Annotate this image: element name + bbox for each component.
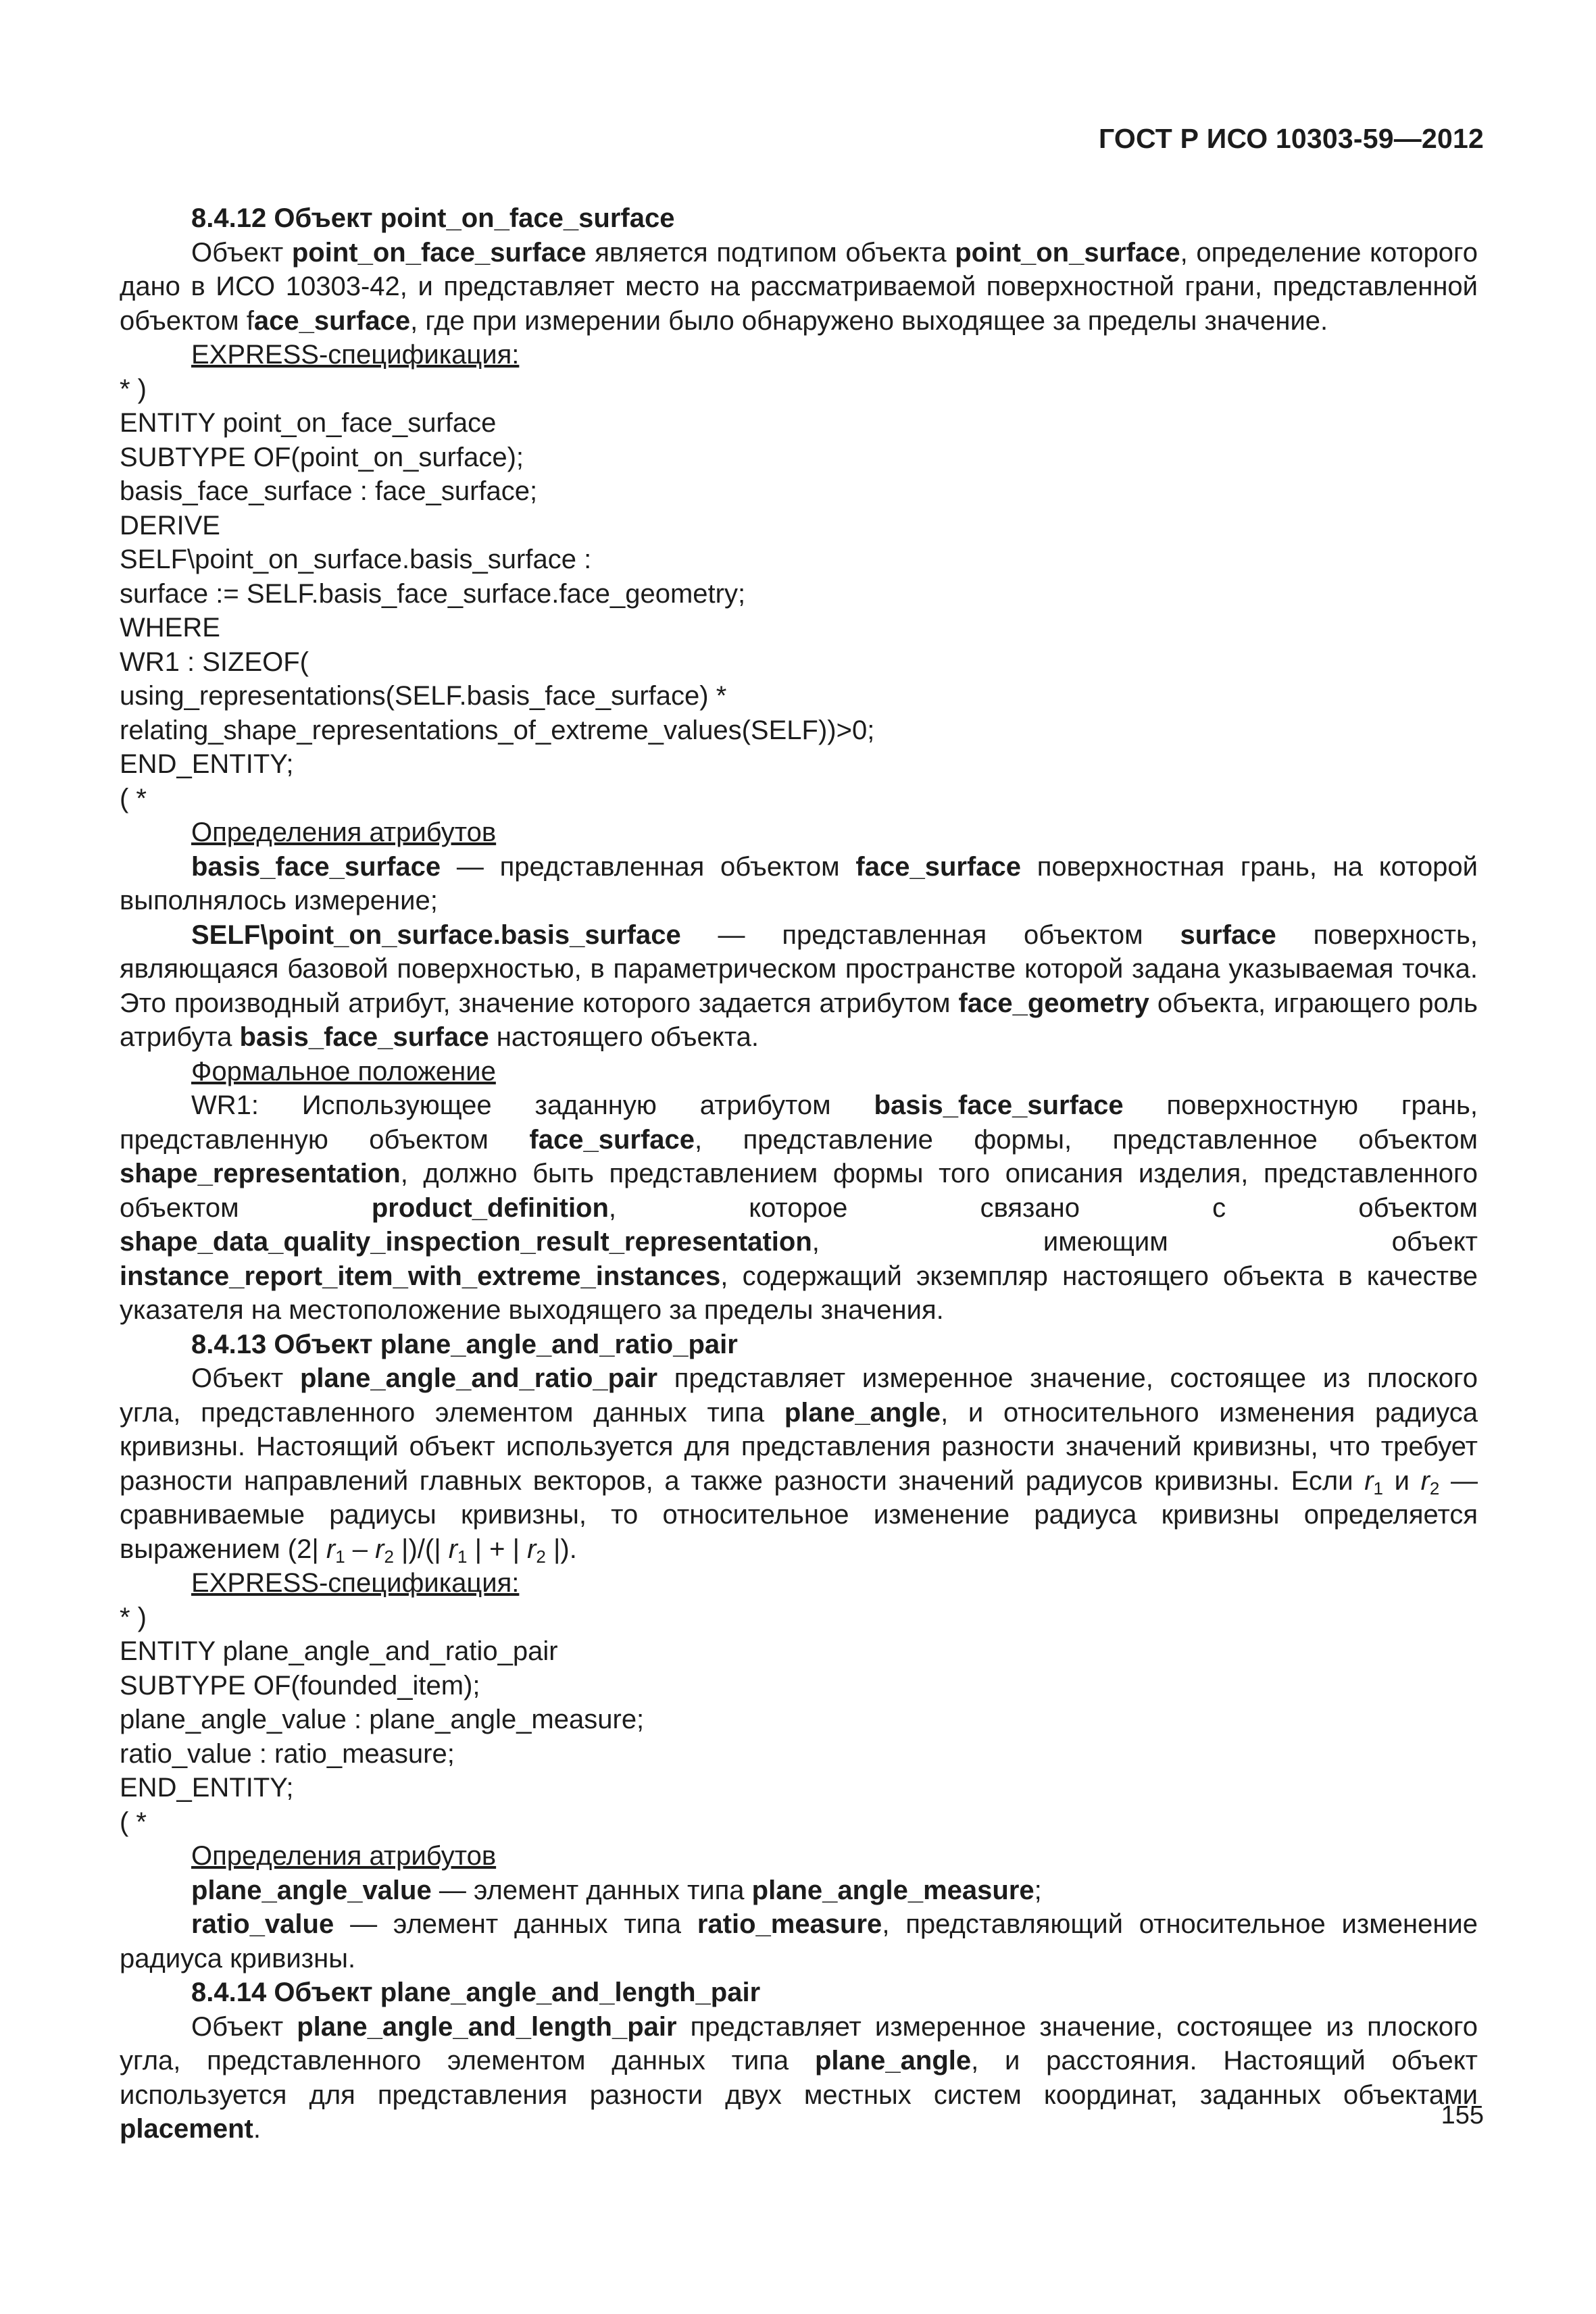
- code-line: * ): [120, 374, 147, 404]
- entity-name: ace_surface: [253, 305, 411, 336]
- code-line: WHERE: [120, 613, 220, 643]
- code-line: ENTITY plane_angle_and_ratio_pair: [120, 1636, 558, 1666]
- text-span: поверхность, являющаяся базовой поверхностью, в параметрическом пространстве которой задана указываемая точка. Это производный атрибут, значение которого задается атрибутом: [120, 920, 1478, 1018]
- text-span: , определение которого дано в ИСО 10303-42, и представляет место на рассматриваемой поверхностной грани, представленной объектом f: [120, 237, 1478, 336]
- express-code-block: [120, 372, 1478, 816]
- code-line: plane_angle_value : plane_angle_measure;: [120, 1705, 645, 1734]
- text-span: .: [253, 2114, 261, 2144]
- code-line: * ): [120, 1602, 147, 1632]
- code-line: DERIVE: [120, 510, 220, 540]
- code-line: ( *: [120, 783, 147, 813]
- attribute-name: plane_angle_value: [191, 1875, 432, 1905]
- text-span: |).: [545, 1534, 577, 1564]
- subscript: 1: [457, 1546, 468, 1567]
- text-span: , и расстояния. Настоящий объект используется для представления разности двух местных систем координат, заданных объектами: [120, 2046, 1478, 2110]
- attribute-name: basis_face_surface: [191, 851, 441, 882]
- text-span: , представляющий относительное изменение радиуса кривизны.: [120, 1909, 1478, 1973]
- text-span: , представление формы, представленное объектом: [695, 1124, 1478, 1155]
- subscript: 2: [384, 1546, 394, 1567]
- code-line: basis_face_surface : face_surface;: [120, 476, 538, 506]
- formal-proposition-label: [120, 1055, 1478, 1089]
- page-content: [120, 201, 1478, 2146]
- text-span: Объект: [191, 2011, 297, 2042]
- attribute-definitions-label: [120, 815, 1478, 850]
- section-title-8-4-14: 8.4.14 Объект plane_angle_and_length_pair: [191, 1978, 761, 2007]
- rule-wr1: [120, 1088, 1478, 1328]
- paragraph-plane-angle-and-ratio-pair-intro: [120, 1361, 1478, 1566]
- variable-r: r: [448, 1534, 458, 1564]
- text-span: , где при измерении было обнаружено выходящее за пределы значение.: [410, 305, 1328, 336]
- attribute-basis-face-surface: [120, 850, 1478, 918]
- text-span: представляет измеренное значение, состоящее из плоского угла, представленного элементом данных типа: [120, 1363, 1478, 1428]
- section-title-8-4-12: 8.4.12 Объект point_on_face_surface: [191, 203, 675, 233]
- text-span: , содержащий экземпляр настоящего объекта в качестве указателя на местоположение выходящего за пределы значения.: [120, 1261, 1478, 1325]
- code-line: END_ENTITY;: [120, 749, 294, 779]
- text-span: поверхностную грань, представленную объектом: [120, 1090, 1478, 1155]
- text-span: — элемент данных типа: [431, 1875, 752, 1905]
- text-span: Объект: [191, 1363, 300, 1393]
- type-name: ratio_measure: [697, 1909, 882, 1939]
- variable-r: r: [1364, 1465, 1374, 1496]
- attribute-ratio-value: [120, 1907, 1478, 1976]
- code-line: ( *: [120, 1807, 147, 1837]
- variable-r: r: [1420, 1465, 1430, 1496]
- text-span: ;: [1034, 1875, 1042, 1905]
- section-title-8-4-13: 8.4.13 Объект plane_angle_and_ratio_pair: [191, 1329, 738, 1359]
- attribute-definitions-label: [120, 1839, 1478, 1873]
- entity-name: surface: [1180, 920, 1276, 950]
- entity-name: point_on_surface: [955, 237, 1180, 268]
- variable-r: r: [527, 1534, 537, 1564]
- code-line: END_ENTITY;: [120, 1773, 294, 1803]
- entity-name: plane_angle: [784, 1397, 941, 1428]
- text-span: , и относительного изменения радиуса кривизны. Настоящий объект используется для представления разности значений кривизны, что требует разности направлений главных векторов, а также разности значений радиусов кривизны. Если: [120, 1397, 1478, 1496]
- page-number: 155: [1441, 2101, 1484, 2130]
- text-span: и: [1383, 1465, 1421, 1496]
- text-span: , имеющим объект: [812, 1227, 1478, 1257]
- attribute-name: SELF\point_on_surface.basis_surface: [191, 920, 681, 950]
- attribute-name: basis_face_surface: [874, 1090, 1124, 1120]
- text-span: |)/(|: [393, 1534, 449, 1564]
- subscript: 1: [1373, 1478, 1383, 1499]
- label-text: EXPRESS-спецификация:: [191, 1568, 520, 1598]
- code-line: WR1 : SIZEOF(: [120, 647, 309, 677]
- text-span: | + |: [467, 1534, 528, 1564]
- entity-name: plane_angle_and_length_pair: [297, 2011, 677, 2042]
- code-line: surface := SELF.basis_face_surface.face_geometry;: [120, 578, 746, 609]
- type-name: plane_angle: [814, 2046, 972, 2076]
- express-spec-label: [120, 1566, 1478, 1601]
- attribute-plane-angle-value: [120, 1873, 1478, 1908]
- code-line: relating_shape_representations_of_extreme_values(SELF))>0;: [120, 715, 875, 745]
- label-text: Определения атрибутов: [191, 818, 497, 847]
- entity-name: instance_report_item_with_extreme_instances: [120, 1261, 721, 1291]
- express-spec-label: [120, 338, 1478, 372]
- paragraph-plane-angle-and-length-pair-intro: [120, 2010, 1478, 2146]
- text-span: Объект: [191, 237, 292, 268]
- entity-name: shape_data_quality_inspection_result_representation: [120, 1227, 812, 1257]
- paragraph-point-on-face-surface-intro: [120, 236, 1478, 338]
- entity-name: point_on_face_surface: [291, 237, 587, 268]
- express-code-block: [120, 1601, 1478, 1840]
- text-span: настоящего объекта.: [489, 1022, 759, 1052]
- entity-name: face_surface: [529, 1124, 695, 1155]
- text-span: является подтипом объекта: [586, 237, 955, 268]
- variable-r: r: [375, 1534, 384, 1564]
- text-span: — элемент данных типа: [334, 1909, 697, 1939]
- attribute-name: face_geometry: [958, 988, 1149, 1018]
- text-span: — представленная объектом: [680, 920, 1180, 950]
- code-line: SUBTYPE OF(founded_item);: [120, 1670, 480, 1701]
- entity-name: product_definition: [371, 1192, 609, 1223]
- text-span: , которое связано с объектом: [608, 1192, 1478, 1223]
- entity-name: plane_angle_and_ratio_pair: [299, 1363, 658, 1393]
- entity-name: face_surface: [855, 851, 1021, 882]
- text-span: WR1: Использующее заданную атрибутом: [191, 1090, 874, 1120]
- code-line: ENTITY point_on_face_surface: [120, 408, 497, 438]
- entity-name: placement: [120, 2114, 253, 2144]
- text-span: поверхностная грань, на которой выполнялось измерение;: [120, 851, 1478, 915]
- label-text: EXPRESS-спецификация:: [191, 340, 520, 370]
- code-line: SELF\point_on_surface.basis_surface :: [120, 545, 592, 574]
- document-id-header: ГОСТ Р ИСО 10303-59—2012: [1099, 123, 1484, 154]
- text-span: –: [345, 1534, 376, 1564]
- text-span: — представленная объектом: [441, 851, 856, 882]
- text-span: , должно быть представлением формы того описания изделия, представленного объектом: [120, 1159, 1478, 1223]
- code-line: SUBTYPE OF(point_on_surface);: [120, 442, 524, 472]
- subscript: 1: [335, 1546, 345, 1567]
- code-line: ratio_value : ratio_measure;: [120, 1738, 455, 1769]
- entity-name: shape_representation: [120, 1159, 401, 1188]
- type-name: plane_angle_measure: [751, 1875, 1034, 1905]
- attribute-name: basis_face_surface: [239, 1022, 489, 1052]
- code-line: using_representations(SELF.basis_face_surface) *: [120, 681, 727, 711]
- subscript: 2: [1429, 1478, 1440, 1499]
- text-span: объекта, играющего роль атрибута: [120, 988, 1478, 1052]
- subscript: 2: [536, 1546, 546, 1567]
- text-span: представляет измеренное значение, состоящее из плоского угла, представленного элементом данных типа: [120, 2011, 1478, 2076]
- label-text: Определения атрибутов: [191, 1841, 497, 1871]
- label-text: Формальное положение: [191, 1056, 496, 1086]
- attribute-basis-surface: [120, 918, 1478, 1055]
- variable-r: r: [326, 1534, 336, 1564]
- text-span: — сравниваемые радиусы кривизны, то относительное изменение радиуса кривизны определяется выражением (2|: [120, 1465, 1478, 1564]
- attribute-name: ratio_value: [191, 1909, 334, 1939]
